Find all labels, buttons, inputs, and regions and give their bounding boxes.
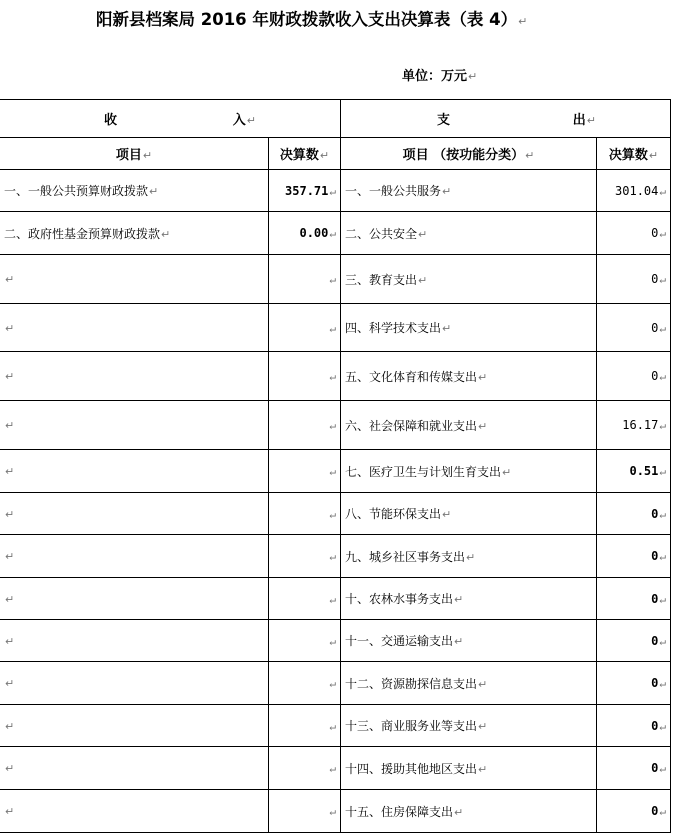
table-row (0, 662, 671, 705)
paragraph-mark-icon: ↵ (329, 719, 336, 733)
expense-amount-header: 决算数↵ (597, 138, 671, 170)
income-amount-cell (269, 450, 341, 493)
paragraph-mark-icon: ↵ (5, 273, 15, 286)
paragraph-mark-icon: ↵ (329, 419, 336, 432)
expense-item-cell: 一、一般公共服务↵ (341, 170, 597, 212)
paragraph-mark-icon: ↵ (659, 719, 666, 733)
paragraph-mark-icon: ↵ (5, 419, 15, 432)
paragraph-mark-icon: ↵ (478, 370, 488, 384)
income-section-header: 收 入↵ (0, 100, 341, 138)
expense-amount-cell: 0↵ (597, 747, 671, 790)
income-amount-cell (269, 790, 341, 833)
income-item-cell (0, 493, 269, 535)
income-item-cell (0, 401, 269, 450)
paragraph-mark-icon: ↵ (329, 184, 336, 198)
paragraph-mark-icon: ↵ (468, 70, 478, 83)
income-item-header: 项目↵ (0, 138, 269, 170)
income-item-cell: 二、政府性基金预算财政拨款↵ (0, 212, 269, 255)
paragraph-mark-icon: ↵ (518, 15, 528, 28)
paragraph-mark-icon: ↵ (454, 805, 464, 819)
expense-amount-cell: 0↵ (597, 620, 671, 662)
table-row (0, 170, 671, 212)
paragraph-mark-icon: ↵ (442, 322, 452, 335)
table-row (0, 578, 671, 620)
table-row (0, 705, 671, 747)
paragraph-mark-icon: ↵ (659, 465, 666, 478)
table-section-header-row (0, 100, 671, 138)
expense-item-header: 项目 （按功能分类）↵ (341, 138, 597, 170)
expense-amount-cell: 0↵ (597, 352, 671, 401)
paragraph-mark-icon: ↵ (502, 465, 512, 479)
expense-amount-cell: 0.51↵ (597, 450, 671, 493)
expense-amount-cell: 16.17↵ (597, 401, 671, 450)
unit-label: 单位：万元↵ (402, 69, 478, 84)
paragraph-mark-icon: ↵ (5, 719, 15, 733)
expense-amount-cell: 0↵ (597, 304, 671, 352)
expense-item-cell: 七、医疗卫生与计划生育支出↵ (341, 450, 597, 493)
expense-item-cell: 十二、资源勘探信息支出↵ (341, 662, 597, 705)
paragraph-mark-icon: ↵ (442, 508, 452, 521)
expense-amount-cell: 301.04↵ (597, 170, 671, 212)
paragraph-mark-icon: ↵ (5, 592, 15, 606)
income-item-cell (0, 705, 269, 747)
paragraph-mark-icon: ↵ (329, 805, 336, 818)
income-item-cell (0, 790, 269, 833)
paragraph-mark-icon: ↵ (418, 227, 428, 241)
paragraph-mark-icon: ↵ (5, 465, 15, 478)
paragraph-mark-icon: ↵ (329, 677, 336, 690)
paragraph-mark-icon: ↵ (442, 185, 452, 198)
paragraph-mark-icon: ↵ (659, 184, 666, 198)
income-amount-cell: 0.00↵ (269, 212, 341, 255)
paragraph-mark-icon: ↵ (329, 507, 336, 521)
expense-amount-cell: 0↵ (597, 662, 671, 705)
income-item-cell: 一、一般公共预算财政拨款↵ (0, 170, 269, 212)
table-row (0, 255, 671, 304)
paragraph-mark-icon: ↵ (329, 370, 336, 383)
paragraph-mark-icon: ↵ (659, 370, 666, 383)
paragraph-mark-icon: ↵ (5, 507, 15, 521)
expense-item-cell: 八、节能环保支出↵ (341, 493, 597, 535)
paragraph-mark-icon: ↵ (329, 321, 336, 335)
paragraph-mark-icon: ↵ (659, 550, 666, 563)
income-amount-cell (269, 535, 341, 578)
paragraph-mark-icon: ↵ (659, 805, 666, 818)
income-item-cell (0, 620, 269, 662)
paragraph-mark-icon: ↵ (659, 273, 666, 286)
income-item-cell (0, 747, 269, 790)
table-row (0, 493, 671, 535)
expense-amount-cell: 0↵ (597, 705, 671, 747)
income-amount-cell (269, 401, 341, 450)
paragraph-mark-icon: ↵ (659, 762, 666, 775)
paragraph-mark-icon: ↵ (329, 465, 336, 478)
expense-item-cell: 十三、商业服务业等支出↵ (341, 705, 597, 747)
paragraph-mark-icon: ↵ (659, 634, 666, 648)
paragraph-mark-icon: ↵ (454, 635, 464, 648)
paragraph-mark-icon: ↵ (329, 592, 336, 606)
expense-amount-cell: 0↵ (597, 255, 671, 304)
expense-item-cell: 五、文化体育和传媒支出↵ (341, 352, 597, 401)
paragraph-mark-icon: ↵ (466, 550, 476, 564)
income-amount-cell (269, 747, 341, 790)
paragraph-mark-icon: ↵ (454, 593, 464, 606)
table-row (0, 620, 671, 662)
expense-item-cell: 十四、援助其他地区支出↵ (341, 747, 597, 790)
income-amount-cell (269, 493, 341, 535)
document-title: 阳新县档案局 2016 年财政拨款收入支出决算表（表 4）↵ (96, 10, 528, 29)
budget-table (0, 99, 671, 833)
expense-item-cell: 二、公共安全↵ (341, 212, 597, 255)
expense-item-cell: 九、城乡社区事务支出↵ (341, 535, 597, 578)
expense-item-cell: 十五、住房保障支出↵ (341, 790, 597, 833)
expense-section-header: 支 出↵ (341, 100, 671, 138)
expense-item-cell: 三、教育支出↵ (341, 255, 597, 304)
income-amount-cell (269, 304, 341, 352)
expense-item-cell: 六、社会保障和就业支出↵ (341, 401, 597, 450)
table-row (0, 212, 671, 255)
expense-item-cell: 四、科学技术支出↵ (341, 304, 597, 352)
paragraph-mark-icon: ↵ (329, 762, 336, 775)
table-row (0, 535, 671, 578)
paragraph-mark-icon: ↵ (149, 185, 159, 198)
expense-amount-cell: 0↵ (597, 790, 671, 833)
paragraph-mark-icon: ↵ (5, 805, 15, 818)
income-item-cell (0, 662, 269, 705)
income-item-cell (0, 304, 269, 352)
paragraph-mark-icon: ↵ (5, 321, 15, 335)
income-amount-cell (269, 578, 341, 620)
income-amount-cell (269, 662, 341, 705)
income-amount-cell (269, 255, 341, 304)
paragraph-mark-icon: ↵ (659, 507, 666, 521)
paragraph-mark-icon: ↵ (5, 550, 15, 563)
paragraph-mark-icon: ↵ (329, 634, 336, 648)
paragraph-mark-icon: ↵ (478, 677, 488, 691)
income-amount-header: 决算数↵ (269, 138, 341, 170)
expense-amount-cell: 0↵ (597, 493, 671, 535)
expense-item-cell: 十、农林水事务支出↵ (341, 578, 597, 620)
paragraph-mark-icon: ↵ (478, 419, 488, 433)
paragraph-mark-icon: ↵ (659, 227, 666, 240)
table-row (0, 401, 671, 450)
paragraph-mark-icon: ↵ (5, 677, 15, 690)
table-row (0, 352, 671, 401)
table-row (0, 450, 671, 493)
paragraph-mark-icon: ↵ (478, 762, 488, 776)
expense-amount-cell: 0↵ (597, 578, 671, 620)
income-item-cell (0, 352, 269, 401)
paragraph-mark-icon: ↵ (161, 227, 171, 241)
paragraph-mark-icon: ↵ (478, 720, 488, 733)
table-row (0, 790, 671, 833)
paragraph-mark-icon: ↵ (5, 762, 15, 775)
paragraph-mark-icon: ↵ (659, 592, 666, 606)
income-amount-cell (269, 705, 341, 747)
income-item-cell (0, 255, 269, 304)
paragraph-mark-icon: ↵ (329, 273, 336, 286)
expense-item-cell: 十一、交通运输支出↵ (341, 620, 597, 662)
expense-amount-cell: 0↵ (597, 535, 671, 578)
paragraph-mark-icon: ↵ (659, 677, 666, 690)
income-item-cell (0, 535, 269, 578)
paragraph-mark-icon: ↵ (329, 227, 336, 240)
income-amount-cell: 357.71↵ (269, 170, 341, 212)
income-item-cell (0, 450, 269, 493)
paragraph-mark-icon: ↵ (329, 550, 336, 563)
paragraph-mark-icon: ↵ (659, 321, 666, 335)
table-row (0, 747, 671, 790)
income-amount-cell (269, 352, 341, 401)
paragraph-mark-icon: ↵ (5, 634, 15, 648)
table-row (0, 304, 671, 352)
paragraph-mark-icon: ↵ (418, 273, 428, 287)
income-item-cell (0, 578, 269, 620)
paragraph-mark-icon: ↵ (659, 419, 666, 432)
expense-amount-cell: 0↵ (597, 212, 671, 255)
income-amount-cell (269, 620, 341, 662)
table-column-header-row (0, 138, 671, 170)
paragraph-mark-icon: ↵ (5, 370, 15, 383)
